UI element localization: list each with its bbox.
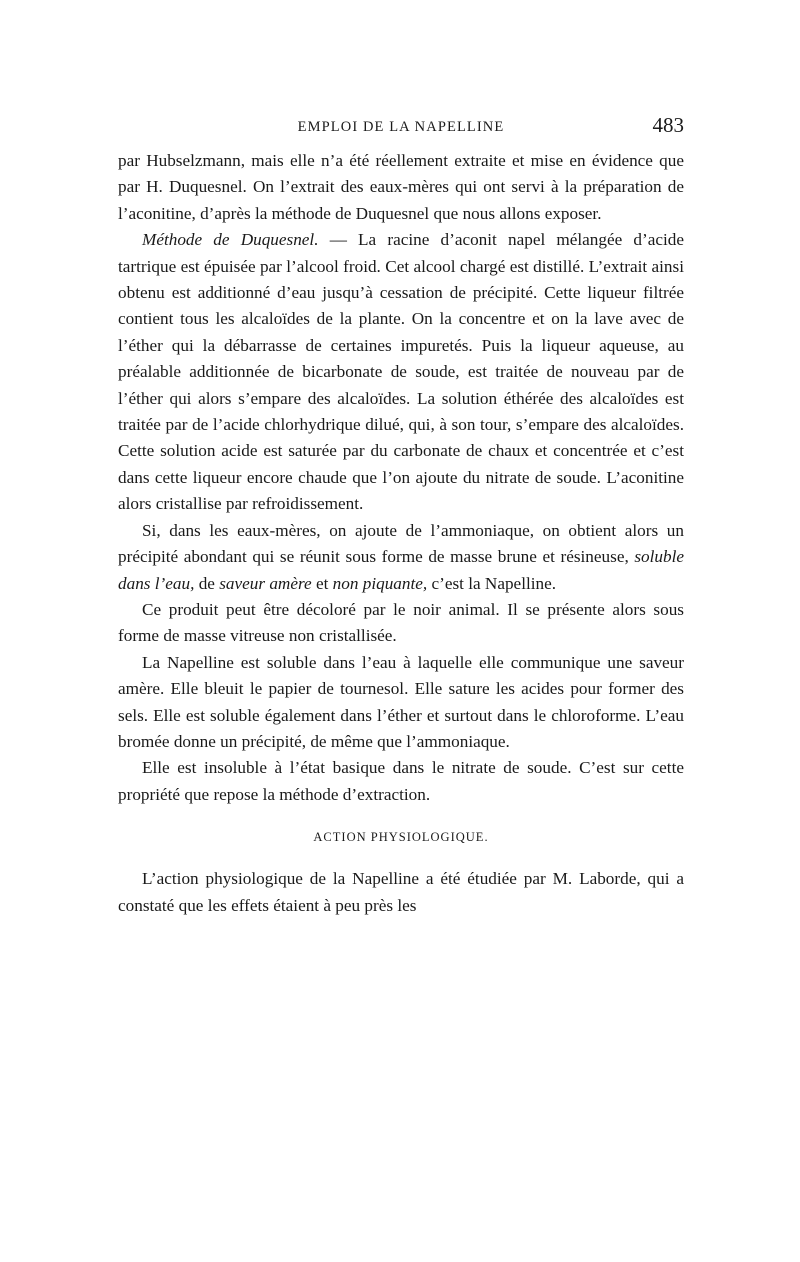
running-head (118, 113, 684, 140)
page-number: 483 (652, 113, 684, 137)
text-segment: et (311, 573, 333, 593)
section-heading: ACTION PHYSIOLOGIQUE. (313, 830, 489, 845)
method-text: — La racine d’aconit napel mélangée d’acide tartrique est épuisée par l’alcool froid. Cet alcool chargé est distillé. L’extrait ainsi obtenu est additionné d’eau jusqu’à cessation de précipité. Cette liqueur filtrée contient tous les alcaloïdes de la plante. On la concentre et on la lave avec de l’éther qui la débarrasse de certaines impuretés. Puis la liqueur aqueuse, au préalable additionnée de bicarbonate de soude, est traitée de nouveau par de l’éther qui alors s’empare des alcaloïdes. La solution éthérée des alcaloïdes est traitée par de l’acide chlorhydrique dilué, qui, à son tour, s’empare des alcaloïdes. Cette solution acide est saturée par du carbonate de chaux et concentrée et c’est dans cette liqueur encore chaude que l’on ajoute du nitrate de soude. L’aconitine alors cristallise par refroidissement. (118, 230, 684, 514)
paragraph-napelline-obtained (118, 518, 684, 597)
text-segment: de (194, 573, 220, 593)
paragraph-physiological-action: L’action physiologique de la Napelline a été étudiée par M. Laborde, qui a constaté que les effets étaient à peu près les (118, 869, 684, 915)
paragraph-method (118, 227, 684, 517)
text-segment: c’est la Napelline. (427, 573, 557, 593)
paragraph-decolorization: Ce produit peut être décoloré par le noir animal. Il se présente alors sous forme de masse vitreuse non cristallisée. (118, 599, 684, 646)
body-text (118, 148, 684, 919)
text-segment: Si, dans les eaux-mères, on ajoute de l’ammoniaque, on obtient alors un précipité abondant qui se réunit sous forme de masse brune et résineuse, (118, 520, 684, 567)
paragraph-insolubility: Elle est insoluble à l’état basique dans le nitrate de soude. C’est sur cette propriété que repose la méthode d’extraction. (118, 758, 684, 804)
paragraph-properties: La Napelline est soluble dans l’eau à laquelle elle communique une saveur amère. Elle bleuit le papier de tournesol. Elle sature les acides pour former des sels. Elle est soluble également dans l’éther et surtout dans le chloroforme. L’eau bromée donne un précipité, de même que l’ammoniaque. (118, 652, 684, 751)
italic-non-piquante: non piquante, (332, 573, 428, 593)
running-title: EMPLOI DE LA NAPELLINE (297, 119, 505, 135)
italic-saveur: saveur amère (219, 573, 312, 593)
method-heading: Méthode de Duquesnel. (142, 230, 319, 250)
paragraph-continuation: par Hubselzmann, mais elle n’a été réellement extraite et mise en évidence que par H. Duquesnel. On l’extrait des eaux-mères qui ont servi à la préparation de l’aconitine, d’après la méthode de Duquesnel que nous allons exposer. (118, 151, 684, 223)
italic-soluble: soluble dans l’eau, (118, 547, 684, 593)
